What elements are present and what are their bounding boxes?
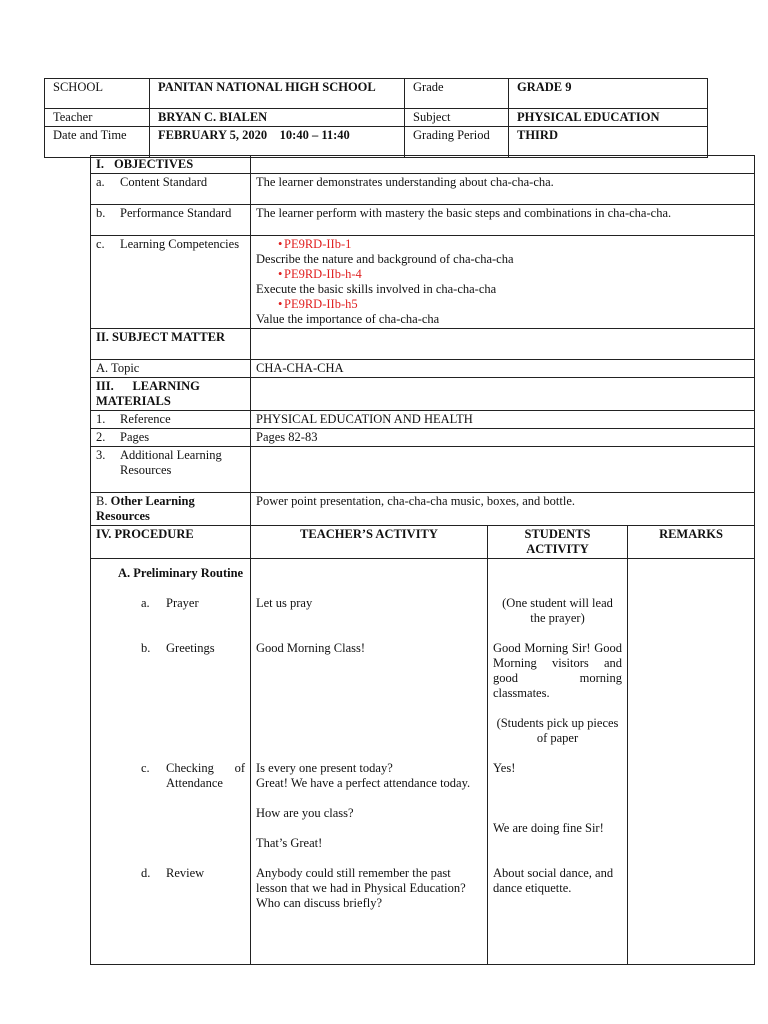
competency-text: Execute the basic skills involved in cha-cha-cha [256,282,497,296]
prayer-student: (One student will lead the prayer) [502,596,613,625]
objectives-heading: I. OBJECTIVES [91,156,251,174]
teacher-activity-column [251,559,488,965]
attendance-teacher-3: How are you class? [256,806,354,820]
preliminary-routine-heading: A. Preliminary Routine [118,566,244,580]
header-table [44,78,708,158]
performance-standard-label: b. Performance Standard [91,205,251,236]
competency-text: Describe the nature and background of cha-cha-cha [256,252,514,266]
attendance-teacher-2: Great! We have a perfect attendance today. [256,776,471,790]
materials-heading: III. LEARNING MATERIALS [91,378,251,411]
datetime-label: Date and Time [45,127,150,158]
attendance-student-1: Yes! [493,761,516,775]
teacher-activity-heading: TEACHER’S ACTIVITY [251,526,488,559]
content-standard-label: a. Content Standard [91,174,251,205]
competency-code: • PE9RD-IIb-1 [256,237,749,252]
procedure-steps [91,559,251,965]
attendance-teacher-1: Is every one present today? [256,761,393,775]
other-resources-label: B. Other Learning Resources [91,493,251,526]
grade-label: Grade [405,79,509,109]
competencies-list [251,236,755,329]
performance-standard-value: The learner perform with mastery the basic steps and combinations in cha-cha-cha. [251,205,755,236]
period-label: Grading Period [405,127,509,158]
step-review: d. Review [141,866,205,880]
school-value: PANITAN NATIONAL HIGH SCHOOL [150,79,405,109]
school-label: SCHOOL [45,79,150,109]
topic-value: CHA-CHA-CHA [251,360,755,378]
prayer-teacher: Let us pray [256,596,313,610]
teacher-label: Teacher [45,109,150,127]
grade-value: GRADE 9 [509,79,708,109]
reference-label: 1. Reference [91,411,251,429]
competency-text: Value the importance of cha-cha-cha [256,312,440,326]
pages-value: Pages 82-83 [251,429,755,447]
step-prayer: a. Prayer [141,596,199,610]
remarks-column [628,559,755,965]
teacher-value: BRYAN C. BIALEN [150,109,405,127]
greetings-teacher: Good Morning Class! [256,641,366,655]
subject-matter-heading: II. SUBJECT MATTER [91,329,251,360]
remarks-heading: REMARKS [628,526,755,559]
attendance-teacher-4: That’s Great! [256,836,323,850]
pages-label: 2. Pages [91,429,251,447]
competency-code: • PE9RD-IIb-h5 [256,297,749,312]
procedure-heading: IV. PROCEDURE [91,526,251,559]
topic-label: A. Topic [91,360,251,378]
review-student: About social dance, and dance etiquette. [493,866,614,895]
step-greetings: b. Greetings [141,641,215,655]
competencies-label: c. Learning Competencies [91,236,251,329]
lesson-plan-table [90,155,755,965]
period-value: THIRD [509,127,708,158]
datetime-value: FEBRUARY 5, 2020 10:40 – 11:40 [150,127,405,158]
subject-value: PHYSICAL EDUCATION [509,109,708,127]
competency-code: • PE9RD-IIb-h-4 [256,267,749,282]
additional-resources-label: 3. Additional Learning Resources [91,447,251,493]
subject-label: Subject [405,109,509,127]
content-standard-value: The learner demonstrates understanding about cha-cha-cha. [251,174,755,205]
other-resources-value: Power point presentation, cha-cha-cha music, boxes, and bottle. [251,493,755,526]
greetings-student-note: (Students pick up pieces of paper [496,716,619,745]
students-activity-column [488,559,628,965]
attendance-student-2: We are doing fine Sir! [493,821,604,835]
students-activity-heading: STUDENTS ACTIVITY [488,526,628,559]
greetings-student: Good Morning Sir! Good Morning visitors and good morning classmates. [493,641,622,700]
step-attendance: c. Checking of Attendance [141,761,245,790]
review-teacher: Anybody could still remember the past lesson that we had in Physical Education? Who can discuss briefly? [256,866,466,910]
reference-value: PHYSICAL EDUCATION AND HEALTH [251,411,755,429]
